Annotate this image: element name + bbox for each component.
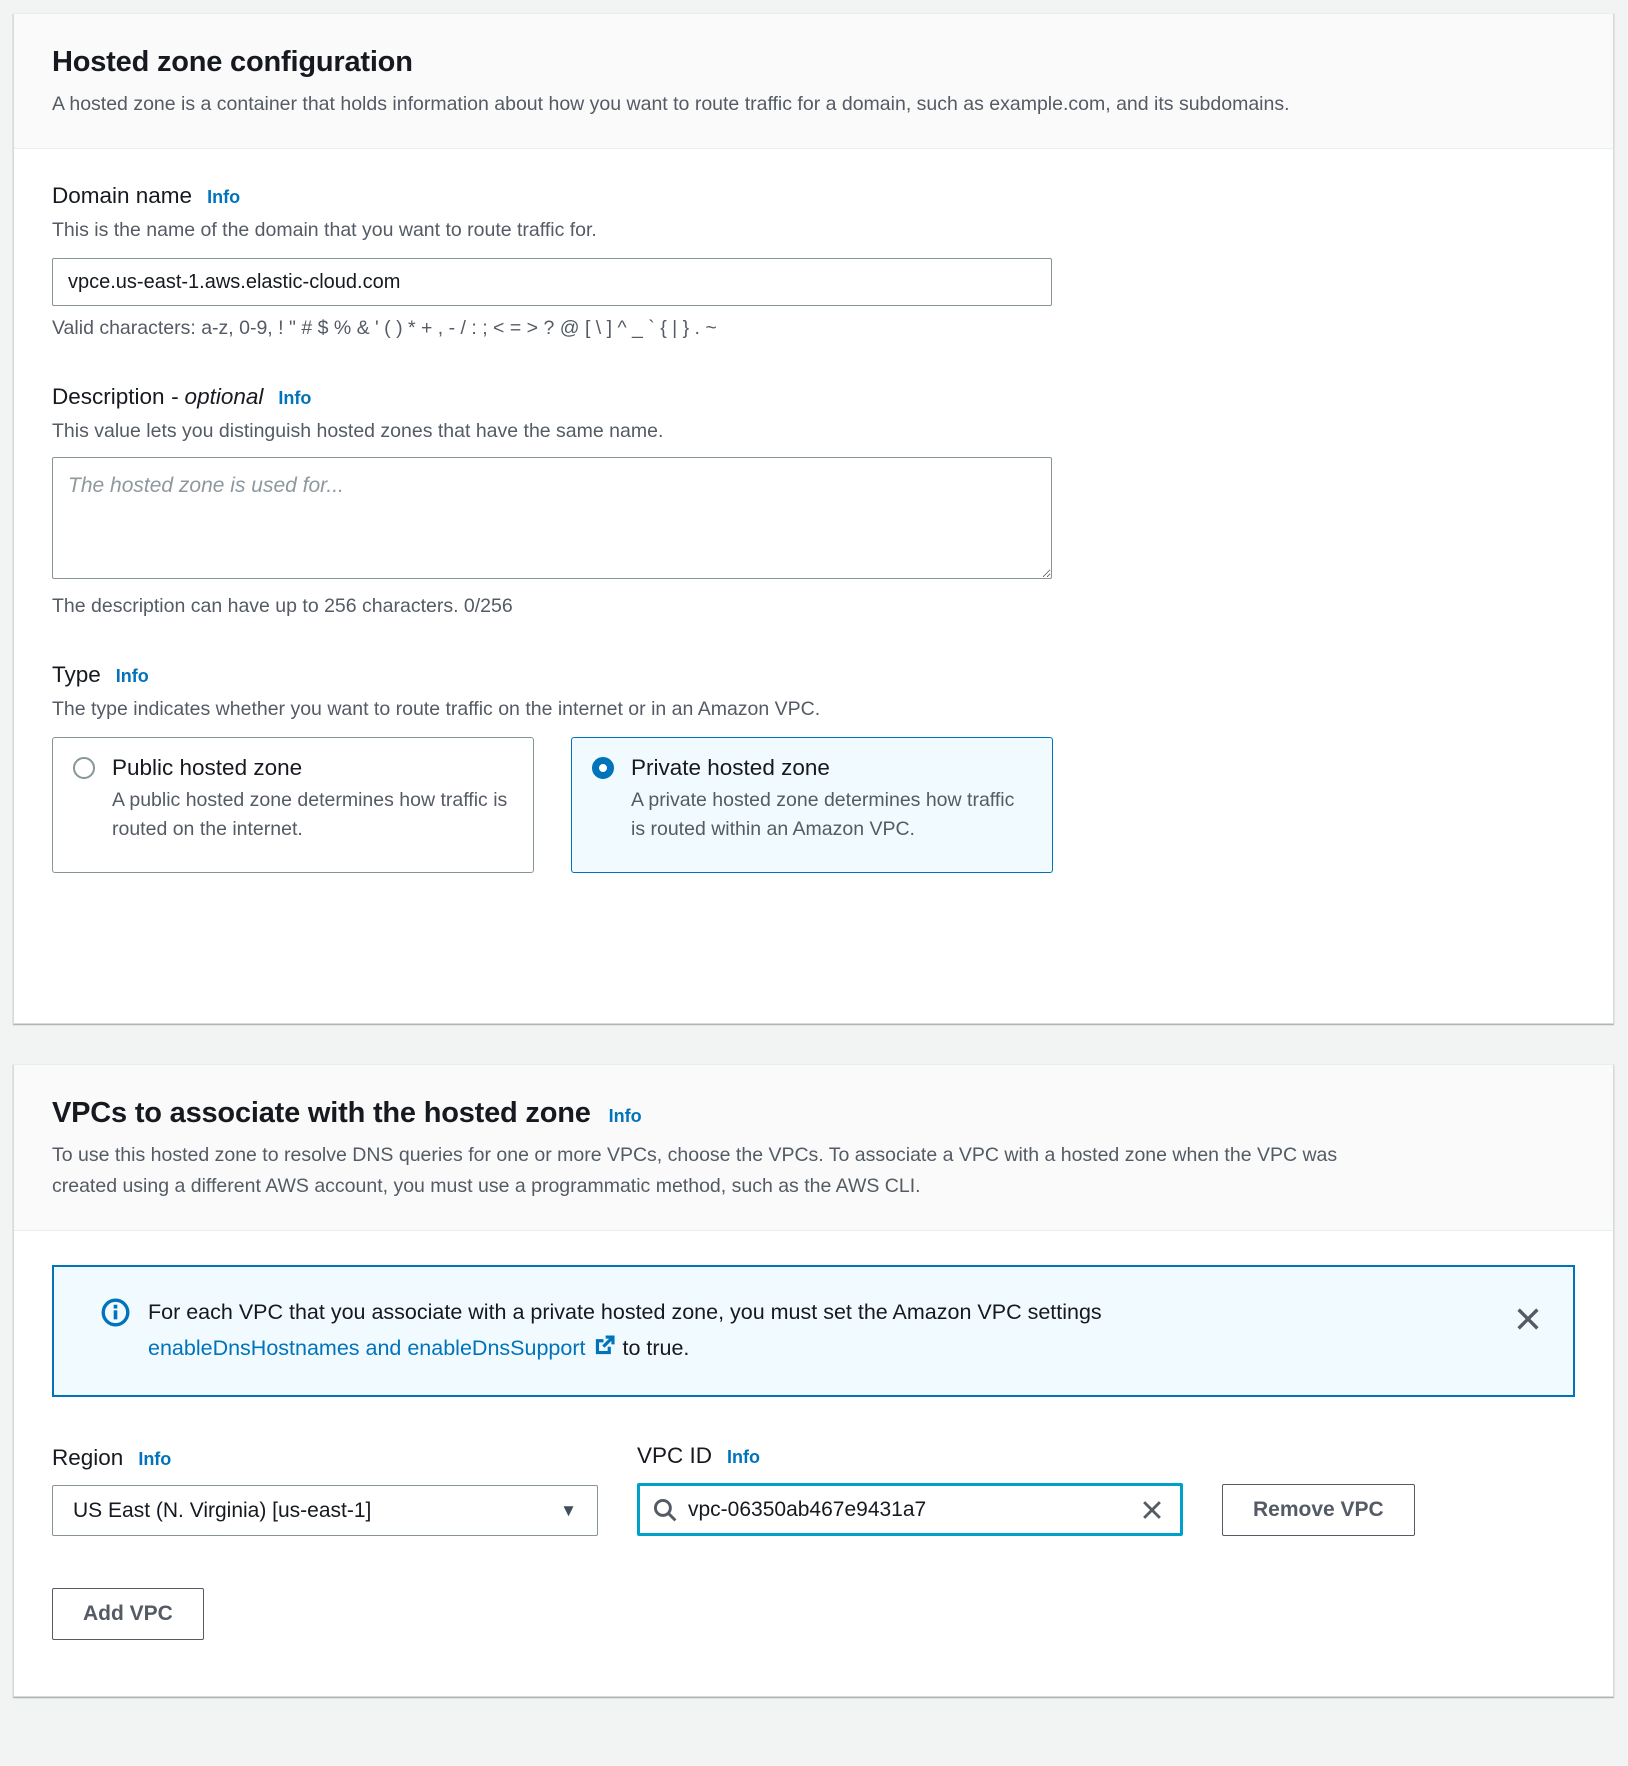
domain-name-info-link[interactable]: Info — [207, 187, 241, 207]
domain-name-input[interactable] — [52, 258, 1052, 306]
hosted-zone-card-description: A hosted zone is a container that holds information about how you want to route traffic for a domain, such as example.com, and its subdomains. — [52, 93, 1290, 115]
type-help-text: The type indicates whether you want to route traffic on the internet or in an Amazon VPC. — [52, 698, 821, 720]
add-vpc-button[interactable]: Add VPC — [52, 1588, 204, 1640]
description-character-counter: The description can have up to 256 characters. 0/256 — [52, 595, 513, 617]
region-selected-value: US East (N. Virginia) [us-east-1] — [73, 1498, 372, 1522]
domain-name-help-text: This is the name of the domain that you want to route traffic for. — [52, 219, 597, 241]
description-optional-suffix: - optional — [170, 384, 264, 409]
region-info-link[interactable]: Info — [138, 1449, 172, 1469]
description-label: Description - optional — [52, 384, 264, 409]
remove-vpc-button[interactable]: Remove VPC — [1222, 1484, 1415, 1536]
private-hosted-zone-option[interactable] — [571, 737, 1053, 873]
private-hosted-zone-radio-icon[interactable] — [592, 757, 614, 779]
vpc-settings-info-banner — [52, 1265, 1575, 1397]
banner-line1: For each VPC that you associate with a private hosted zone, you must set the Amazon VPC settings — [148, 1300, 1102, 1324]
domain-name-label: Domain name — [52, 183, 193, 208]
external-link-icon[interactable] — [593, 1332, 616, 1368]
hosted-zone-card-header — [14, 14, 1613, 149]
enable-dns-settings-link[interactable]: enableDnsHostnames and enableDnsSupport — [148, 1336, 586, 1360]
type-label: Type — [52, 662, 101, 687]
domain-valid-characters-text: Valid characters: a-z, 0-9, ! " # $ % & ' ( ) * + , - / : ; < = > ? @ [ \ ] ^ _ ` { | } . ~ — [52, 317, 717, 339]
hosted-zone-card-body — [14, 149, 1613, 1023]
public-hosted-zone-title: Public hosted zone — [112, 755, 303, 780]
public-hosted-zone-radio-icon[interactable] — [73, 757, 95, 779]
type-field-group — [52, 662, 1575, 873]
type-radio-group — [52, 737, 1575, 873]
description-help-text: This value lets you distinguish hosted zones that have the same name. — [52, 420, 664, 442]
hosted-zone-configuration-card — [13, 13, 1614, 1024]
vpcs-card-header — [14, 1065, 1613, 1231]
region-field-group — [52, 1445, 598, 1536]
vpc-id-label: VPC ID — [637, 1443, 713, 1468]
vpc-association-row — [52, 1443, 1575, 1536]
vpcs-card-info-link[interactable]: Info — [608, 1106, 642, 1126]
domain-name-field-group — [52, 183, 1575, 340]
vpc-id-field-group — [637, 1443, 1183, 1536]
description-info-link[interactable]: Info — [278, 388, 312, 408]
banner-text — [148, 1294, 1485, 1368]
vpc-id-input[interactable] — [688, 1486, 1136, 1533]
description-field-group — [52, 384, 1575, 618]
vpc-id-info-link[interactable]: Info — [727, 1447, 761, 1467]
public-hosted-zone-description: A public hosted zone determines how traffic is routed on the internet. — [112, 789, 508, 840]
caret-down-icon: ▼ — [560, 1500, 577, 1520]
private-hosted-zone-title: Private hosted zone — [631, 755, 830, 780]
vpc-id-search-box — [637, 1483, 1183, 1536]
private-hosted-zone-description: A private hosted zone determines how traffic is routed within an Amazon VPC. — [631, 789, 1015, 840]
info-circle-icon — [100, 1297, 131, 1333]
type-info-link[interactable]: Info — [115, 666, 149, 686]
region-select[interactable] — [52, 1485, 598, 1536]
banner-line2-suffix: to true. — [622, 1336, 690, 1360]
vpcs-card-body — [14, 1231, 1613, 1696]
description-textarea[interactable] — [52, 457, 1052, 579]
vpcs-associate-card — [13, 1064, 1614, 1697]
region-label: Region — [52, 1445, 124, 1470]
vpcs-card-title: VPCs to associate with the hosted zone — [52, 1097, 591, 1129]
clear-vpc-id-icon[interactable] — [1136, 1494, 1168, 1526]
vpcs-card-description: To use this hosted zone to resolve DNS queries for one or more VPCs, choose the VPCs. To associate a VPC with a hosted zone when the VPC was created using a different AWS account, you must use a programmatic method, such as the AWS CLI. — [52, 1144, 1338, 1197]
search-icon — [652, 1497, 678, 1523]
hosted-zone-card-title: Hosted zone configuration — [52, 46, 413, 78]
public-hosted-zone-option[interactable] — [52, 737, 534, 873]
banner-close-icon[interactable] — [1509, 1300, 1547, 1341]
